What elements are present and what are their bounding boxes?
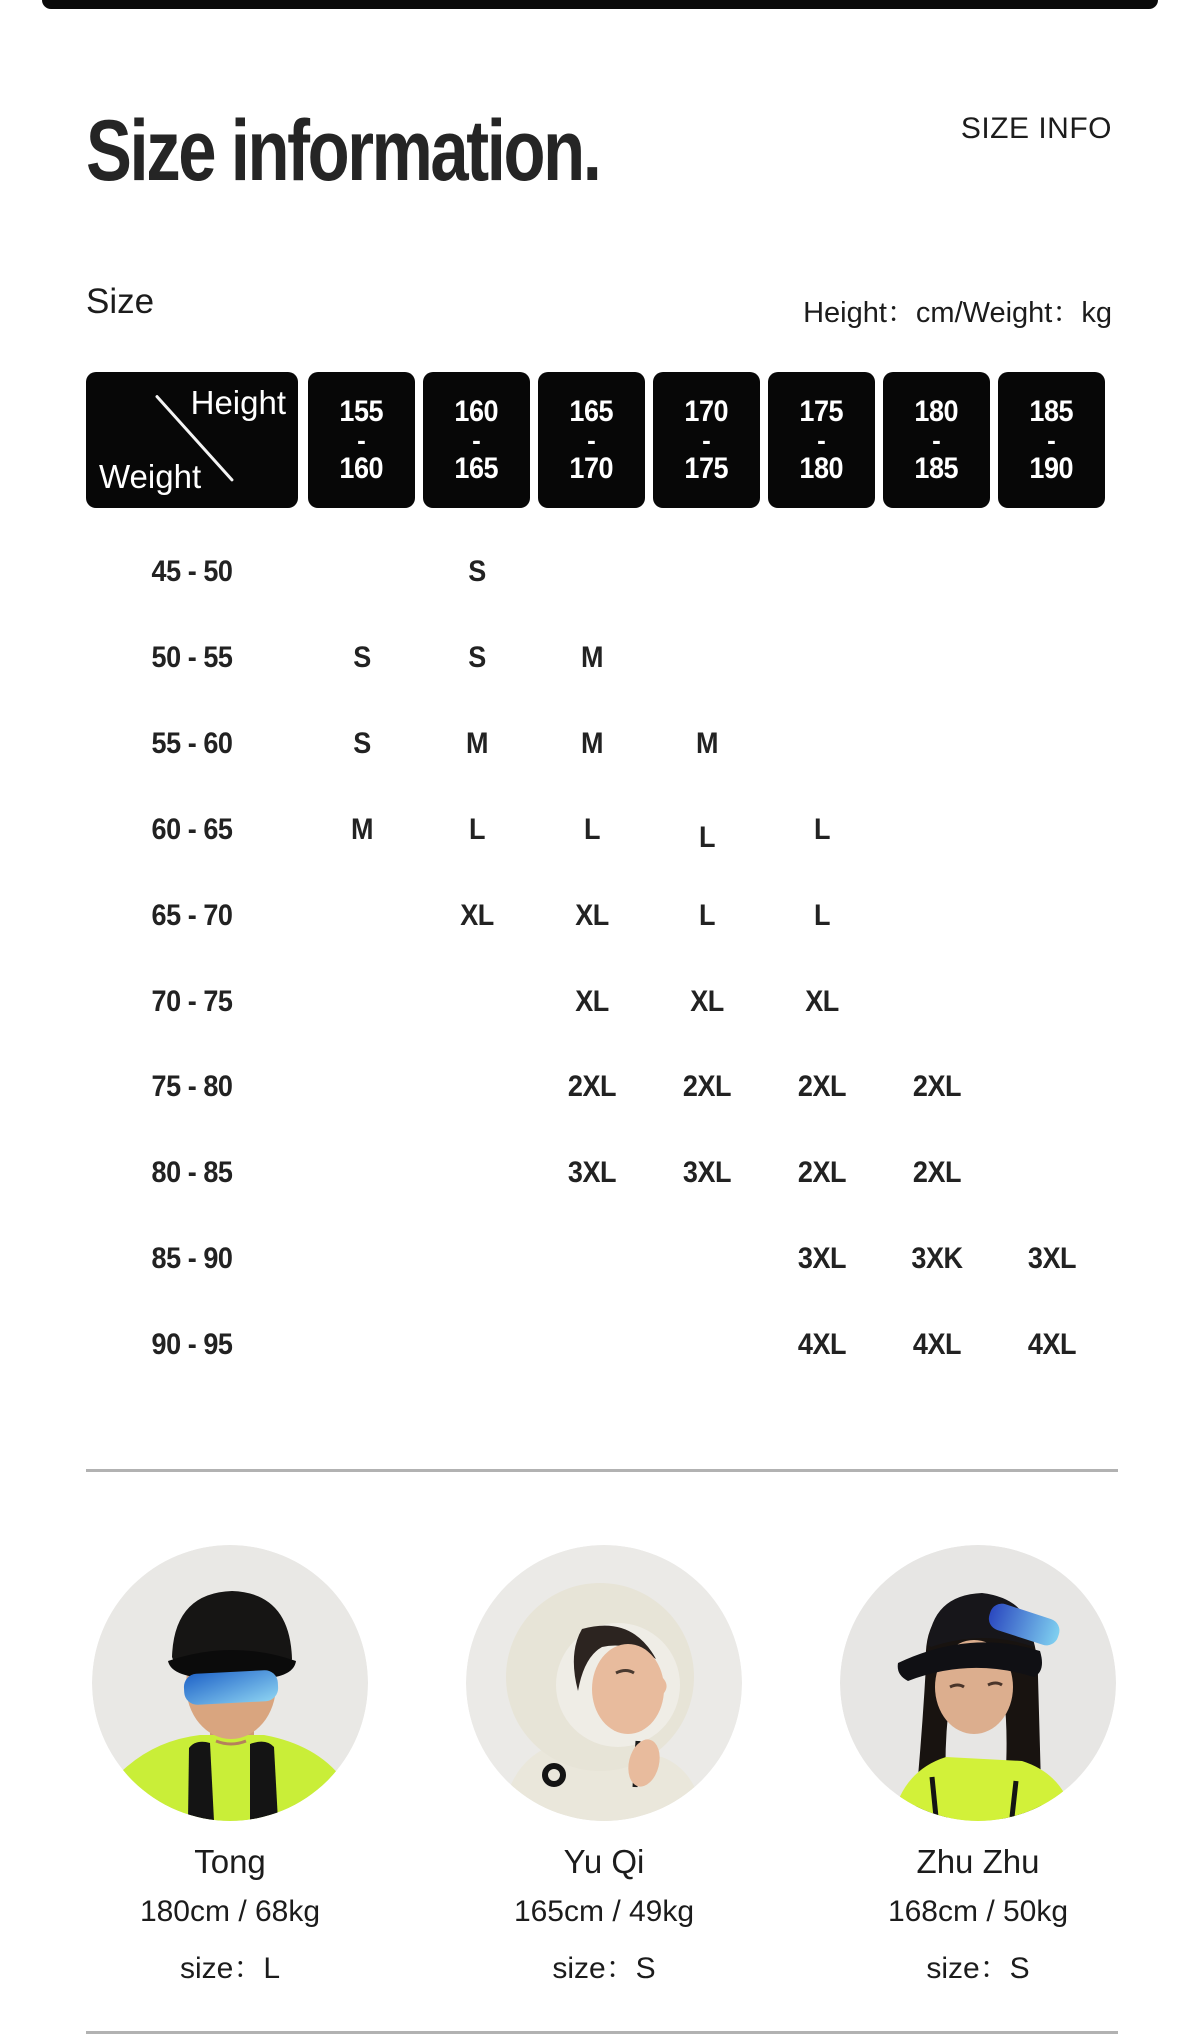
- weight-range-label: 80 - 85: [151, 1156, 233, 1190]
- weight-range-label: 50 - 55: [151, 640, 233, 674]
- size-cell: L: [468, 812, 485, 846]
- divider-top: [86, 1469, 1118, 1472]
- size-cell: L: [698, 820, 715, 854]
- size-cell: XL: [689, 984, 724, 1018]
- size-cell: S: [352, 726, 371, 760]
- model-stats: 168cm / 50kg: [887, 1895, 1069, 1928]
- model-size: size：L: [179, 1952, 281, 1985]
- backpack-strap: [188, 1742, 214, 1821]
- weight-range-label: 85 - 90: [151, 1242, 233, 1276]
- size-cell: 2XL: [912, 1156, 961, 1190]
- size-cell: S: [467, 640, 486, 674]
- size-cell: 3XL: [567, 1156, 616, 1190]
- weight-range-label: 90 - 95: [151, 1328, 233, 1362]
- size-cell: S: [352, 640, 371, 674]
- model-name: Yu Qi: [563, 1843, 645, 1880]
- corner-weight-label: Weight: [99, 458, 202, 495]
- model-name: Zhu Zhu: [916, 1843, 1040, 1880]
- size-cell: L: [698, 898, 715, 932]
- model-photo-tong: [92, 1545, 368, 1821]
- size-cell: L: [813, 812, 830, 846]
- height-column-header: 180 - 185: [883, 372, 990, 508]
- size-cell: 2XL: [567, 1070, 616, 1104]
- weight-range-label: 75 - 80: [151, 1070, 233, 1104]
- size-info-label: SIZE INFO: [960, 112, 1112, 145]
- size-cell: 3XL: [682, 1156, 731, 1190]
- size-cell: S: [467, 555, 486, 588]
- model-stats: 165cm / 49kg: [513, 1895, 695, 1928]
- model-photo-zhuzhu: [840, 1545, 1116, 1821]
- size-cell: 2XL: [797, 1070, 846, 1104]
- size-cell: M: [580, 726, 603, 760]
- size-cell: 4XL: [912, 1328, 961, 1362]
- unit-note: Height：cm/Weight：kg: [803, 297, 1112, 329]
- weight-range-label: 60 - 65: [151, 812, 233, 846]
- height-column-header: 185 - 190: [998, 372, 1105, 508]
- size-cell: L: [813, 898, 830, 932]
- top-black-bar: [42, 0, 1158, 9]
- page-title-text: Size information.: [86, 103, 600, 199]
- weight-range-label: 55 - 60: [151, 726, 233, 760]
- model-card-zhuzhu: [840, 1545, 1116, 1987]
- height-column-header: 170 - 175: [653, 372, 760, 508]
- size-cell: XL: [574, 898, 609, 932]
- corner-height-label: Height: [190, 384, 286, 421]
- chart-corner-cell: [86, 372, 298, 508]
- size-cell: M: [580, 640, 603, 674]
- size-cell: M: [350, 812, 373, 846]
- size-cell: XL: [459, 898, 494, 932]
- weight-range-label: 45 - 50: [151, 555, 233, 588]
- size-section-label: Size: [86, 282, 155, 321]
- size-cell: XL: [574, 984, 609, 1018]
- model-card-yuqi: [466, 1545, 742, 1987]
- size-cell: 4XL: [1027, 1328, 1076, 1362]
- face: [592, 1644, 664, 1734]
- size-cell: M: [695, 726, 718, 760]
- model-name: Tong: [194, 1843, 266, 1880]
- divider-bottom: [86, 2031, 1118, 2034]
- size-cell: 3XK: [910, 1242, 963, 1276]
- weight-range-label: 70 - 75: [151, 984, 233, 1018]
- size-cell: 2XL: [797, 1156, 846, 1190]
- size-cell: L: [583, 812, 600, 846]
- height-column-header: 175 - 180: [768, 372, 875, 508]
- size-cell: 3XL: [797, 1242, 846, 1276]
- model-card-tong: [92, 1545, 368, 1987]
- size-cell: 4XL: [797, 1328, 846, 1362]
- page-title: [86, 102, 728, 201]
- height-column-header: 155 - 160: [308, 372, 415, 508]
- sunglasses: [183, 1670, 278, 1706]
- height-column-header: 160 - 165: [423, 372, 530, 508]
- model-stats: 180cm / 68kg: [139, 1895, 321, 1928]
- size-cell: M: [465, 726, 488, 760]
- model-photo-yuqi: [466, 1545, 742, 1821]
- size-cell: XL: [804, 984, 839, 1018]
- size-cell: 2XL: [912, 1070, 961, 1104]
- model-size: size：S: [926, 1952, 1030, 1985]
- weight-range-label: 65 - 70: [151, 898, 233, 932]
- backpack-strap: [250, 1742, 278, 1821]
- model-size: size：S: [552, 1952, 656, 1985]
- height-column-header: 165 - 170: [538, 372, 645, 508]
- size-cell: 3XL: [1027, 1242, 1076, 1276]
- size-cell: 2XL: [682, 1070, 731, 1104]
